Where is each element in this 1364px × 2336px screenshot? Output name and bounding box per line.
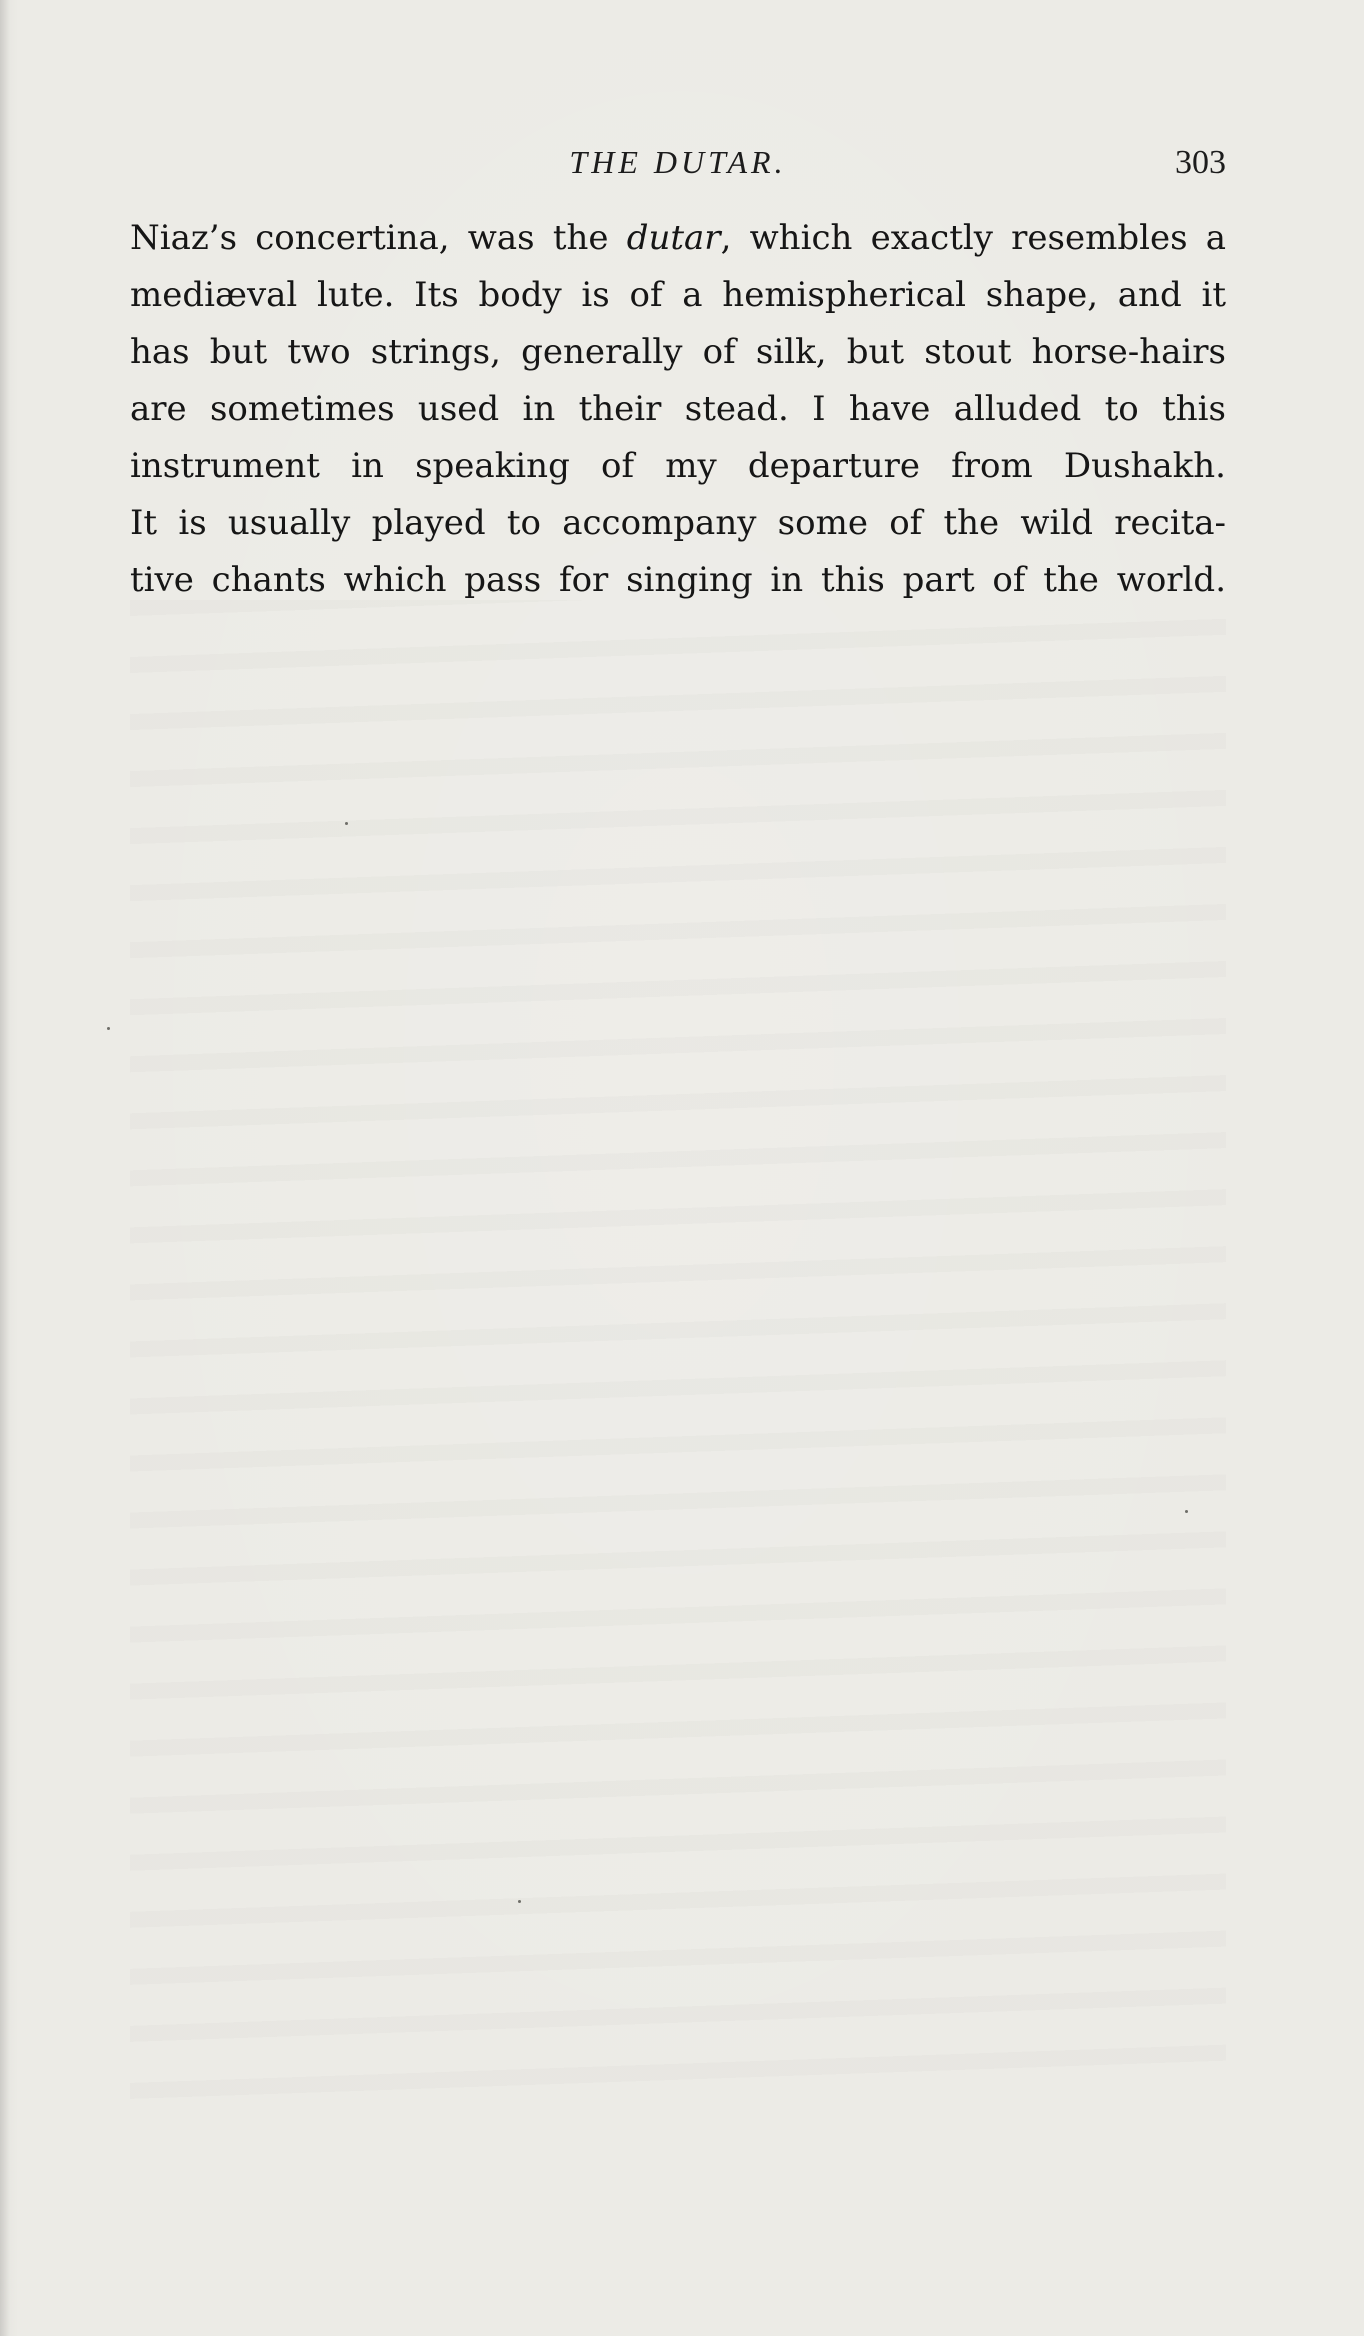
text-line: instrument in speaking of my departure from Dushakh. [130,446,1226,486]
gutter-shadow [0,0,10,2336]
body-paragraph [130,210,1226,609]
text-line: has but two strings, generally of silk, but stout horse-hairs [130,332,1226,372]
running-head [130,144,1226,192]
page-number: 303 [1175,144,1226,181]
paper-speck [1185,1510,1188,1513]
text-line-start: Niaz’s concertina, was the dutar, which exactly resembles a [130,218,1226,258]
paper-speck [345,822,348,825]
italic-word: dutar [626,218,721,258]
text-line: It is usually played to accompany some of the wild recita- [130,503,1226,543]
text-line: are sometimes used in their stead. I have alluded to this [130,389,1226,429]
paper-speck [107,1027,110,1030]
running-title: THE DUTAR. [569,144,787,180]
text-line [130,210,1226,267]
paper-speck [518,1900,521,1903]
show-through-text [130,600,1226,2100]
text-line: mediæval lute. Its body is of a hemispherical shape, and it [130,275,1226,315]
text-line: tive chants which pass for singing in this part of the world. [130,560,1226,600]
